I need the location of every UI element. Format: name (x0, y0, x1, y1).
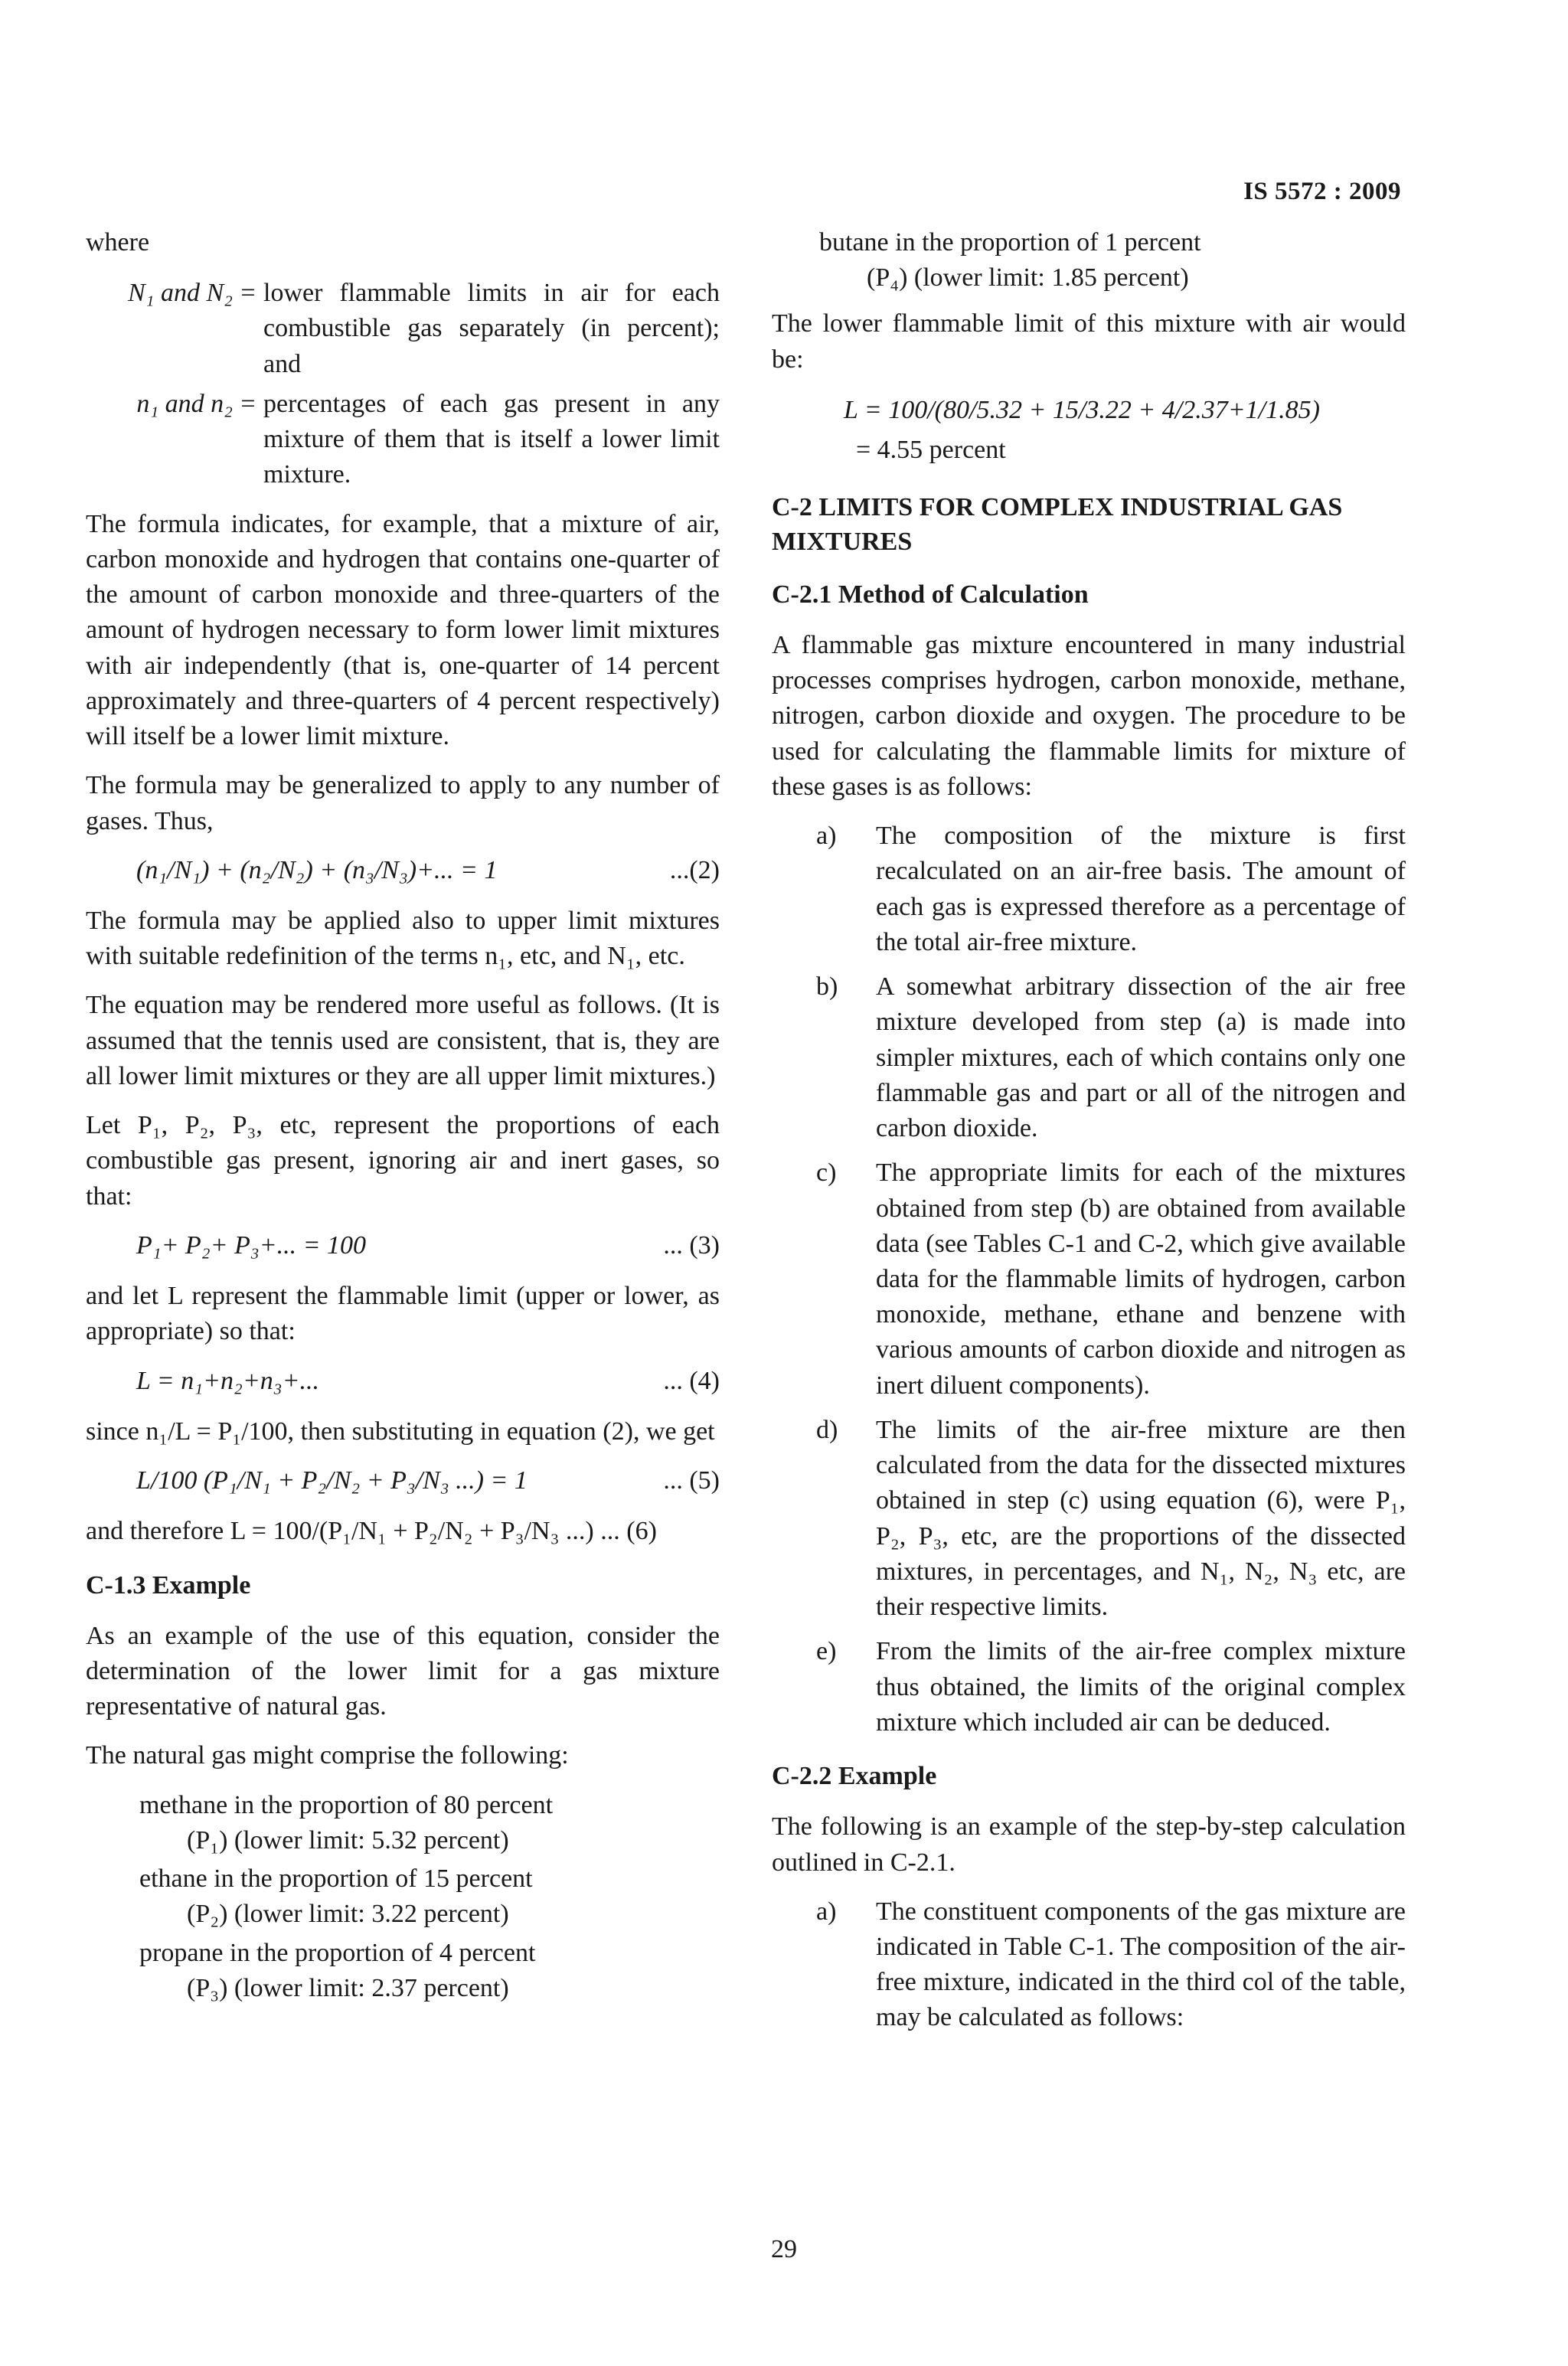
example-steps-list (772, 1894, 1406, 2036)
gas-line: ethane in the proportion of 15 percent (139, 1864, 533, 1894)
gas-line: methane in the proportion of 80 percent (139, 1790, 554, 1819)
calculation-result: = 4.55 percent (856, 436, 1006, 465)
equation-expression: P₁+ P₂+ P₃+... = 100 (136, 1230, 367, 1260)
list-label: a) (816, 1897, 837, 1926)
paragraph: A flammable gas mixture encountered in many industrial processes comprises hydrogen, carbon monoxide, methane, nitrogen, carbon dioxide and oxygen. The procedure to be used for calculating the flammable limits for mixture of these gases is as follows: (772, 631, 1406, 801)
paragraph: As an example of the use of this equation, consider the determination of the lower limit for a gas mixture representative of natural gas. (86, 1621, 720, 1721)
list-label: d) (816, 1415, 838, 1444)
section-heading-c2: C-2 LIMITS FOR COMPLEX INDUSTRIAL GAS MIXTURES (772, 493, 1343, 556)
list-item (772, 1155, 1406, 1404)
gas-limit: (P₄) (lower limit: 1.85 percent) (867, 263, 1189, 292)
equation-3 (86, 1228, 720, 1263)
list-item (772, 819, 1406, 960)
list-item (772, 1894, 1406, 2036)
paragraph: The following is an example of the step-by-step calculation outlined in C-2.1. (772, 1812, 1406, 1877)
gas-item (819, 225, 1406, 296)
section-heading-c21: C-2.1 Method of Calculation (772, 580, 1089, 609)
paragraph: The equation may be rendered more useful as follows. (It is assumed that the tennis used are consistent, that is, they are all lower limit mixtures or they are all upper limit mixtures.) (86, 991, 720, 1090)
equation-number: ...(2) (669, 855, 720, 884)
definition-text: lower flammable limits in air for each combustible gas separately (in percent); and (263, 279, 720, 378)
list-item (772, 969, 1406, 1146)
section-heading-c22: C-2.2 Example (772, 1762, 937, 1791)
list-item (772, 1413, 1406, 1625)
definition-equals: = (240, 389, 256, 418)
list-text: The limits of the air-free mixture are then calculated from the data for the dissected mixtures obtained in step (c) using equation (6), were P₁, P₂, P₃, etc, are the proportions of the dissected mixtures, in percentages, and N₁, N₂, N₃ etc, are their respective limits. (876, 1415, 1406, 1622)
paragraph: The formula may be applied also to upper limit mixtures with suitable redefinition of the terms n₁, etc, and N₁, etc. (86, 906, 720, 971)
gas-limit: (P₃) (lower limit: 2.37 percent) (187, 1973, 509, 2002)
paragraph: The formula indicates, for example, that a mixture of air, carbon monoxide and hydrogen that contains one-quarter of the amount of carbon monoxide and three-quarters of the amount of hydrogen necessary to form lower limit mixtures with air independently (that is, one-quarter of 14 percent approximately and three-quarters of 4 percent respectively) will itself be a lower limit mixture. (86, 509, 720, 751)
paragraph: Let P₁, P₂, P₃, etc, represent the proportions of each combustible gas present, ignoring air and inert gases, so that: (86, 1111, 720, 1211)
list-label: b) (816, 972, 838, 1002)
list-label: a) (816, 822, 837, 851)
gas-limit: (P₁) (lower limit: 5.32 percent) (187, 1825, 509, 1855)
paragraph: The natural gas might comprise the following: (86, 1741, 569, 1770)
where-label: where (86, 228, 150, 257)
list-label: c) (816, 1158, 837, 1188)
equation-number: ... (5) (663, 1466, 720, 1495)
paragraph: The lower flammable limit of this mixture with air would be: (772, 309, 1406, 374)
list-text: The appropriate limits for each of the mixtures obtained from step (b) are obtained from available data (see Tables C-1 and C-2, which give available data for the flammable limits of hydrogen, carbon monoxide, methane, ethane and benzene with various amounts of carbon dioxide and nitrogen as inert diluent components). (876, 1158, 1406, 1400)
definition-row (86, 276, 720, 382)
gas-item (139, 1788, 720, 1858)
list-label: e) (816, 1637, 837, 1666)
equation-expression: L = n₁+n₂+n₃+... (136, 1366, 320, 1395)
calculation-line: L = 100/(80/5.32 + 15/3.22 + 4/2.37+1/1.85) (844, 395, 1320, 424)
equation-expression: (n₁/N₁) + (n₂/N₂) + (n₃/N₃)+... = 1 (136, 855, 498, 884)
equation-4 (86, 1364, 720, 1399)
section-heading-c13: C-1.3 Example (86, 1570, 251, 1600)
gas-item (139, 1936, 720, 2006)
list-item (772, 1634, 1406, 1740)
equation-number: ... (4) (663, 1366, 720, 1395)
list-text: The composition of the mixture is first recalculated on an air-free basis. The amount of each gas is expressed therefore as a percentage of the total air-free mixture. (876, 822, 1406, 956)
gas-limit: (P₂) (lower limit: 3.22 percent) (187, 1900, 509, 1929)
equation-2 (86, 853, 720, 888)
definition-text: percentages of each gas present in any mixture of them that is itself a lower limit mixture. (263, 389, 720, 489)
gas-item (139, 1861, 720, 1932)
procedure-list (772, 819, 1406, 1740)
list-text: From the limits of the air-free complex mixture thus obtained, the limits of the original complex mixture which included air can be deduced. (876, 1637, 1406, 1737)
definition-row (86, 387, 720, 493)
equation-5 (86, 1463, 720, 1498)
list-text: A somewhat arbitrary dissection of the air free mixture developed from step (a) is made into simpler mixtures, each of which contains only one flammable gas and part or all of the nitrogen and carbon dioxide. (876, 972, 1406, 1143)
gas-line: propane in the proportion of 4 percent (139, 1938, 536, 1967)
page-number: 29 (771, 2235, 797, 2263)
equation-expression: L/100 (P₁/N₁ + P₂/N₂ + P₃/N₃ ...) = 1 (136, 1466, 528, 1495)
paragraph: and therefore L = 100/(P₁/N₁ + P₂/N₂ + P₃/N₃ ...) ... (6) (86, 1517, 657, 1546)
equation-number: ... (3) (663, 1230, 720, 1260)
definition-term: n₁ and n₂ (136, 389, 233, 418)
left-column (86, 225, 720, 2021)
definition-equals: = (240, 279, 256, 308)
right-column (772, 225, 1406, 2050)
paragraph: The formula may be generalized to apply to any number of gases. Thus, (86, 771, 720, 835)
list-text: The constituent components of the gas mixture are indicated in Table C-1. The composition of the air-free mixture, indicated in the third col of the table, may be calculated as follows: (876, 1897, 1406, 2032)
paragraph: since n₁/L = P₁/100, then substituting in equation (2), we get (86, 1417, 715, 1446)
gas-list-continued (772, 225, 1406, 296)
gas-line: butane in the proportion of 1 percent (819, 228, 1201, 257)
definition-term: N₁ and N₂ (128, 279, 233, 308)
paragraph: and let L represent the flammable limit (upper or lower, as appropriate) so that: (86, 1282, 720, 1346)
document-header: IS 5572 : 2009 (1243, 178, 1401, 205)
gas-list (86, 1788, 720, 2006)
